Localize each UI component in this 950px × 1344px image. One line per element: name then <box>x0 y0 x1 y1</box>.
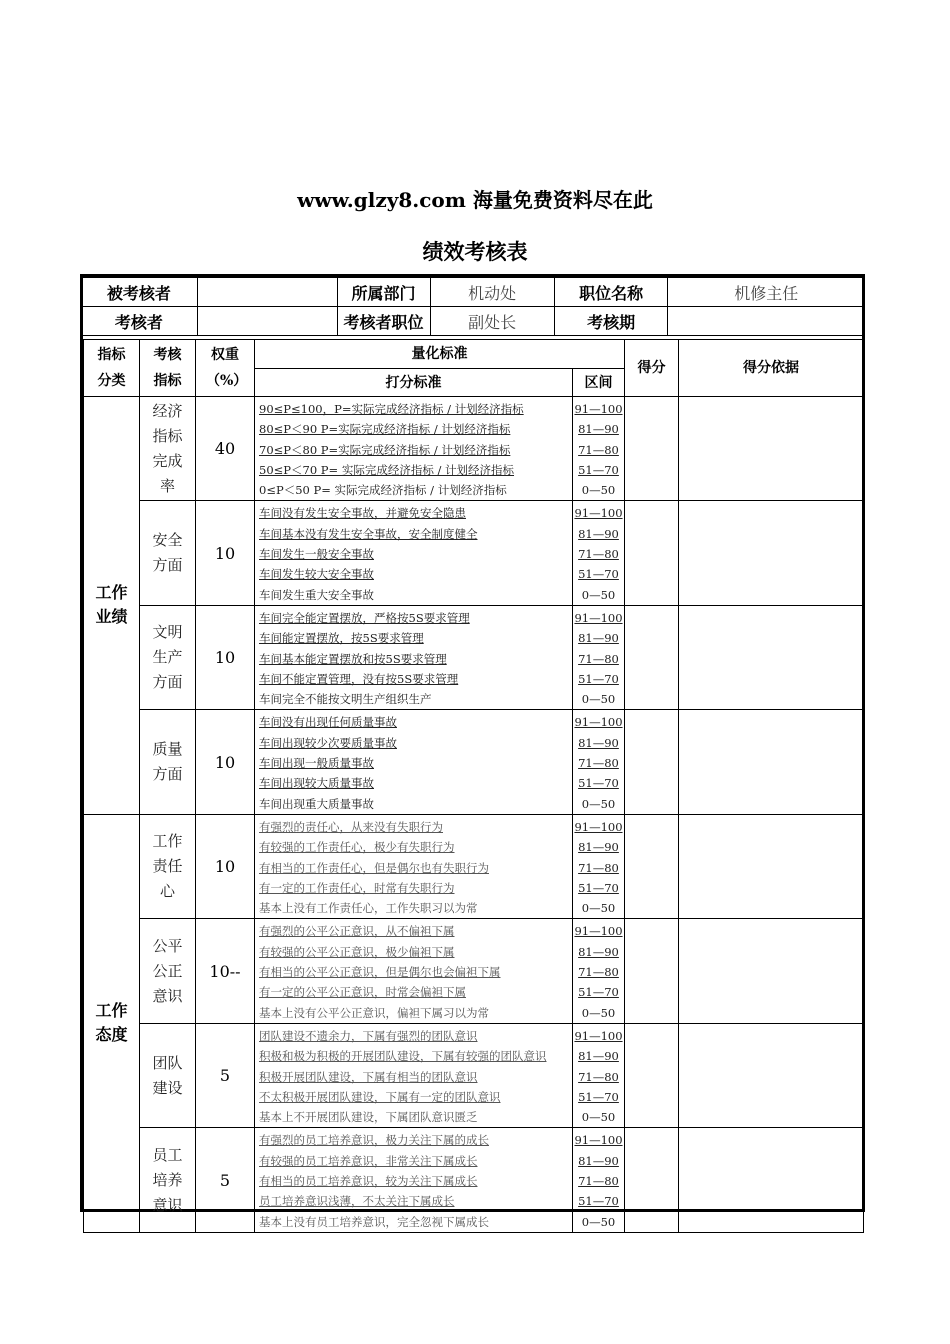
criteria-line: 有强烈的公平公正意识，从不偏袒下属 <box>259 924 455 939</box>
category-cell: 工作业绩 <box>84 397 140 815</box>
weight-value: 10 <box>196 814 255 918</box>
basis-cell[interactable] <box>679 814 864 918</box>
range-cell <box>573 1023 625 1127</box>
indicator-name: 安全方面 <box>140 501 196 605</box>
criteria-line: 70≤P＜80 P=实际完成经济指标 / 计划经济指标 <box>259 442 511 457</box>
basis-cell[interactable] <box>679 397 864 501</box>
range-line: 91—100 <box>574 402 623 416</box>
period-label: 考核期 <box>554 307 668 336</box>
col-weight: 权重（%） <box>196 340 255 397</box>
range-line: 71—80 <box>578 860 619 875</box>
score-cell[interactable] <box>625 814 679 918</box>
range-line: 71—80 <box>578 1069 619 1084</box>
weight-value: 10-- <box>196 919 255 1023</box>
range-line: 0—50 <box>581 1005 616 1020</box>
range-line: 81—90 <box>578 944 619 959</box>
range-cell <box>573 814 625 918</box>
range-line: 91—100 <box>574 1133 623 1148</box>
col-quant: 量化标准 <box>255 340 625 369</box>
weight-value: 10 <box>196 710 255 814</box>
range-line: 91—100 <box>574 1028 623 1043</box>
criteria-line: 车间出现一般质量事故 <box>259 756 374 771</box>
weight-value: 10 <box>196 605 255 709</box>
weight-value: 5 <box>196 1128 255 1232</box>
criteria-line: 车间发生一般安全事故 <box>259 547 374 562</box>
range-line: 71—80 <box>578 756 619 771</box>
criteria-line: 有较强的员工培养意识，非常关注下属成长 <box>259 1153 478 1168</box>
score-cell[interactable] <box>625 397 679 501</box>
criteria-line: 有相当的工作责任心，但是偶尔也有失职行为 <box>259 860 489 875</box>
range-line: 71—80 <box>578 965 619 980</box>
criteria-line: 80≤P＜90 P=实际完成经济指标 / 计划经济指标 <box>259 422 511 437</box>
indicator-name: 员工培养意识 <box>140 1128 196 1232</box>
range-cell <box>573 1128 625 1232</box>
range-line: 81—90 <box>578 735 619 750</box>
basis-cell[interactable] <box>679 605 864 709</box>
range-line: 0—50 <box>581 1214 616 1229</box>
period-value[interactable] <box>668 307 865 336</box>
range-line: 51—70 <box>578 671 619 686</box>
info-table <box>80 277 865 336</box>
range-line: 81—90 <box>578 422 619 437</box>
range-line: 51—70 <box>578 567 619 582</box>
criteria-line: 车间基本能定置摆放和按5S要求管理 <box>259 651 447 666</box>
criteria-line: 0≤P＜50 P= 实际完成经济指标 / 计划经济指标 <box>259 483 507 498</box>
category-cell: 工作态度 <box>84 814 140 1232</box>
range-line: 51—70 <box>578 776 619 791</box>
range-line: 71—80 <box>578 547 619 562</box>
dept-value[interactable]: 机动处 <box>430 278 554 307</box>
range-cell <box>573 605 625 709</box>
col-score: 得分 <box>625 340 679 397</box>
score-cell[interactable] <box>625 1128 679 1232</box>
criteria-line: 车间没有出现任何质量事故 <box>259 715 397 730</box>
criteria-cell <box>255 814 573 918</box>
criteria-line: 有较强的工作责任心，极少有失职行为 <box>259 840 455 855</box>
criteria-line: 有一定的工作责任心，时常有失职行为 <box>259 880 455 895</box>
criteria-line: 基本上没有员工培养意识，完全忽视下属成长 <box>259 1214 489 1229</box>
criteria-line: 不太积极开展团队建设，下属有一定的团队意识 <box>259 1089 501 1104</box>
range-line: 0—50 <box>581 483 616 498</box>
range-line: 81—90 <box>578 631 619 646</box>
range-line: 0—50 <box>581 796 616 811</box>
criteria-line: 有强烈的员工培养意识，极力关注下属的成长 <box>259 1133 489 1148</box>
range-cell <box>573 397 625 501</box>
score-cell[interactable] <box>625 710 679 814</box>
criteria-line: 基本上没有公平公正意识，偏袒下属习以为常 <box>259 1005 489 1020</box>
criteria-cell <box>255 501 573 605</box>
examiner-label: 考核者 <box>81 307 198 336</box>
indicator-name: 工作责任心 <box>140 814 196 918</box>
criteria-line: 车间发生较大安全事故 <box>259 567 374 582</box>
range-line: 81—90 <box>578 840 619 855</box>
range-line: 0—50 <box>581 901 616 916</box>
criteria-line: 车间发生重大安全事故 <box>259 587 374 602</box>
criteria-line: 车间出现较大质量事故 <box>259 776 374 791</box>
range-line: 71—80 <box>578 651 619 666</box>
criteria-cell <box>255 710 573 814</box>
range-line: 91—100 <box>574 506 623 521</box>
criteria-line: 基本上没有工作责任心，工作失职习以为常 <box>259 901 478 916</box>
criteria-line: 50≤P＜70 P= 实际完成经济指标 / 计划经济指标 <box>259 462 515 477</box>
indicator-row <box>84 1023 864 1127</box>
basis-cell[interactable] <box>679 501 864 605</box>
criteria-line: 车间基本没有发生安全事故，安全制度健全 <box>259 526 478 541</box>
indicator-row <box>84 397 864 501</box>
score-cell[interactable] <box>625 501 679 605</box>
weight-value: 10 <box>196 501 255 605</box>
examiner-position-label: 考核者职位 <box>337 307 430 336</box>
criteria-line: 车间没有发生安全事故，并避免安全隐患 <box>259 506 466 521</box>
criteria-line: 积极开展团队建设，下属有相当的团队意识 <box>259 1069 478 1084</box>
range-line: 71—80 <box>578 442 619 457</box>
indicator-row <box>84 1128 864 1232</box>
range-line: 0—50 <box>581 587 616 602</box>
basis-cell[interactable] <box>679 1023 864 1127</box>
range-line: 81—90 <box>578 1153 619 1168</box>
criteria-line: 团队建设不遗余力，下属有强烈的团队意识 <box>259 1028 478 1043</box>
range-cell <box>573 501 625 605</box>
criteria-cell <box>255 1023 573 1127</box>
col-basis: 得分依据 <box>679 340 864 397</box>
indicator-name: 团队建设 <box>140 1023 196 1127</box>
range-cell <box>573 710 625 814</box>
range-line: 51—70 <box>578 880 619 895</box>
position-label: 职位名称 <box>554 278 668 307</box>
criteria-line: 有一定的公平公正意识，时常会偏袒下属 <box>259 985 466 1000</box>
score-cell[interactable] <box>625 1023 679 1127</box>
criteria-line: 车间能定置摆放，按5S要求管理 <box>259 631 424 646</box>
col-category: 指标分类 <box>84 340 140 397</box>
col-criteria: 打分标准 <box>255 369 573 397</box>
col-indicator: 考核指标 <box>140 340 196 397</box>
range-line: 81—90 <box>578 1049 619 1064</box>
criteria-line: 90≤P≤100，P=实际完成经济指标 / 计划经济指标 <box>259 402 524 416</box>
examinee-label: 被考核者 <box>81 278 198 307</box>
indicator-row <box>84 919 864 1023</box>
criteria-line: 车间不能定置管理，没有按5S要求管理 <box>259 671 459 686</box>
site-banner: www.glzy8.com 海量免费资料尽在此 <box>297 188 653 212</box>
position-value[interactable]: 机修主任 <box>668 278 865 307</box>
range-line: 0—50 <box>581 692 616 707</box>
range-line: 91—100 <box>574 715 623 730</box>
range-line: 51—70 <box>578 1194 619 1209</box>
basis-cell[interactable] <box>679 919 864 1023</box>
criteria-line: 有较强的公平公正意识，极少偏袒下属 <box>259 944 455 959</box>
criteria-line: 积极和极为积极的开展团队建设，下属有较强的团队意识 <box>259 1049 547 1064</box>
indicator-row <box>84 710 864 814</box>
range-line: 91—100 <box>574 610 623 625</box>
weight-value: 5 <box>196 1023 255 1127</box>
indicator-row <box>84 814 864 918</box>
range-line: 91—100 <box>574 924 623 939</box>
indicator-name: 公平公正意识 <box>140 919 196 1023</box>
score-cell[interactable] <box>625 605 679 709</box>
criteria-cell <box>255 397 573 501</box>
criteria-line: 车间完全能定置摆放，严格按5S要求管理 <box>259 610 470 625</box>
criteria-line: 基本上不开展团队建设，下属团队意识匮乏 <box>259 1110 478 1125</box>
col-range: 区间 <box>573 369 625 397</box>
criteria-line: 员工培养意识浅薄，不太关注下属成长 <box>259 1194 455 1209</box>
range-line: 51—70 <box>578 985 619 1000</box>
weight-value: 40 <box>196 397 255 501</box>
criteria-line: 车间出现较少次要质量事故 <box>259 735 397 750</box>
indicator-row <box>84 605 864 709</box>
range-line: 0—50 <box>581 1110 616 1125</box>
criteria-line: 有相当的员工培养意识，较为关注下属成长 <box>259 1173 478 1188</box>
indicator-name: 经济指标完成率 <box>140 397 196 501</box>
criteria-line: 有强烈的责任心，从来没有失职行为 <box>259 819 443 834</box>
basis-cell[interactable] <box>679 1128 864 1232</box>
criteria-line: 车间完全不能按文明生产组织生产 <box>259 692 432 707</box>
basis-cell[interactable] <box>679 710 864 814</box>
range-line: 51—70 <box>578 1089 619 1104</box>
range-line: 91—100 <box>574 819 623 834</box>
criteria-cell <box>255 1128 573 1232</box>
criteria-cell <box>255 919 573 1023</box>
examiner-value[interactable] <box>197 307 337 336</box>
criteria-line: 车间出现重大质量事故 <box>259 796 374 811</box>
criteria-line: 有相当的公平公正意识，但是偶尔也会偏袒下属 <box>259 965 501 980</box>
examiner-position-value[interactable]: 副处长 <box>430 307 554 336</box>
range-line: 81—90 <box>578 526 619 541</box>
indicator-name: 质量方面 <box>140 710 196 814</box>
indicator-row <box>84 501 864 605</box>
score-cell[interactable] <box>625 919 679 1023</box>
range-cell <box>573 919 625 1023</box>
range-line: 51—70 <box>578 462 619 477</box>
examinee-value[interactable] <box>197 278 337 307</box>
range-line: 71—80 <box>578 1173 619 1188</box>
criteria-cell <box>255 605 573 709</box>
page-title: 绩效考核表 <box>422 239 528 264</box>
indicator-name: 文明生产方面 <box>140 605 196 709</box>
assessment-table <box>83 339 864 1233</box>
dept-label: 所属部门 <box>337 278 430 307</box>
